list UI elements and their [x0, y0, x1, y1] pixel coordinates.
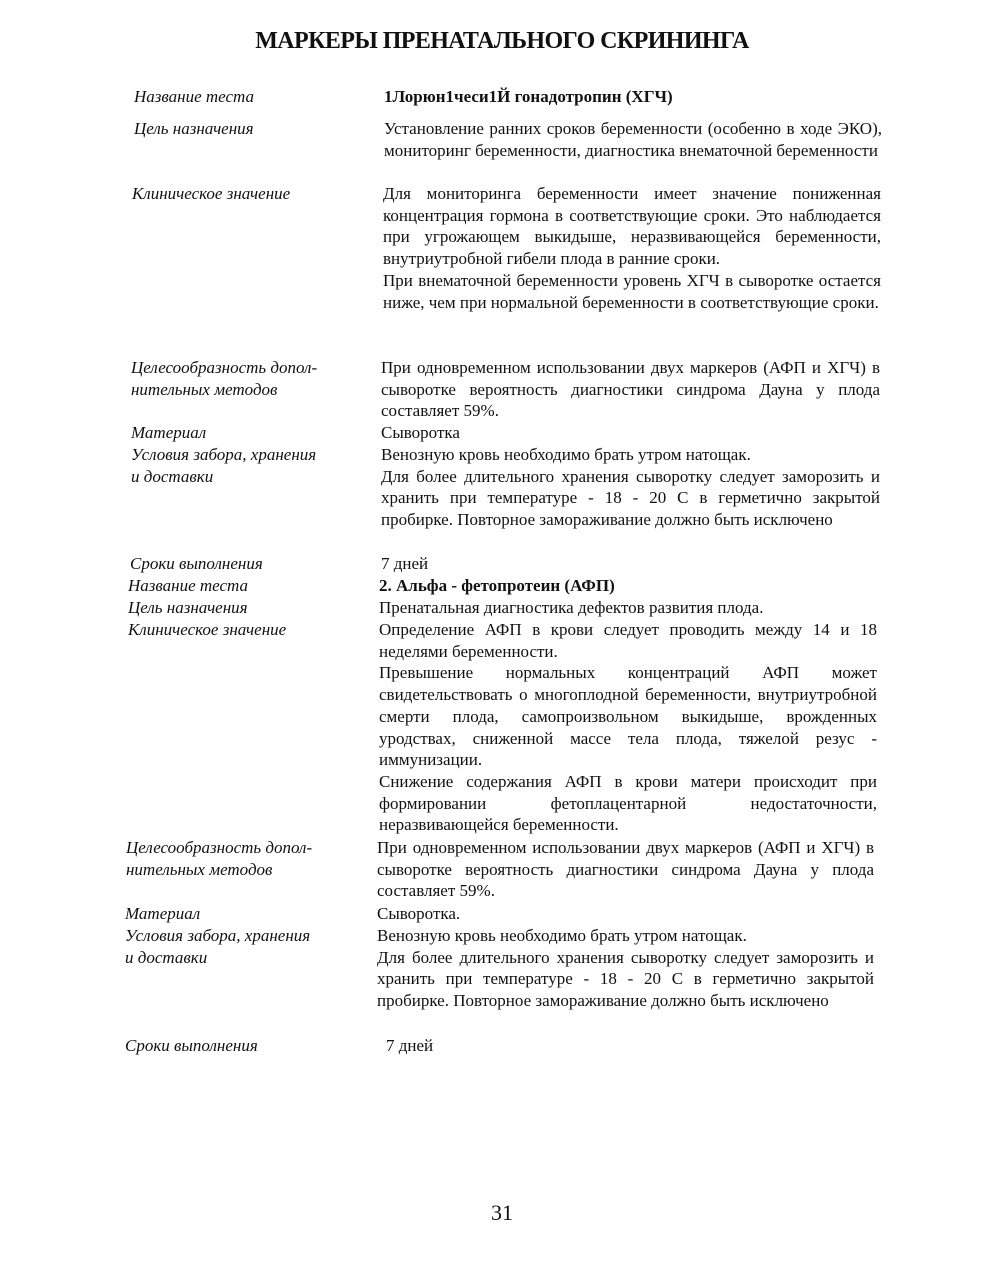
terms-label: Сроки выполнения — [130, 554, 263, 573]
clinical-paragraph: Превышение нормальных концентраций АФП может свидетельствовать о многоплодной беременности, внутриутробной смерти плода, самопроизвольном выкидыше, врожденных уродствах, сниженной массе тела плода, тяжелой резус - иммунизации. — [379, 663, 877, 770]
conditions-value — [377, 925, 874, 1012]
clinical-paragraph: Для мониторинга беременности имеет значение пониженная концентрация гормона в соответствующие сроки. Это наблюдается при угрожающем выкидыше, неразвивающейся беременности, внутриутробной гибели плода в ранние сроки. — [383, 184, 881, 269]
conditions-paragraph: Венозную кровь необходимо брать утром натощак. — [377, 926, 747, 945]
page-number: 31 — [491, 1200, 513, 1225]
additional-value: При одновременном использовании двух маркеров (АФП и ХГЧ) в сыворотке вероятность диагностики синдрома Дауна у плода составляет 59%. — [377, 838, 874, 901]
clinical-label: Клиническое значение — [132, 184, 291, 203]
conditions-label-line2: и доставки — [125, 948, 208, 967]
conditions-label-line1: Условия забора, хранения — [131, 445, 317, 464]
clinical-paragraph: Снижение содержания АФП в крови матери происходит при формировании фетоплацентарной недостаточности, неразвивающейся беременности. — [379, 771, 877, 835]
test-name-label: Название теста — [128, 576, 249, 595]
additional-label-line1: Целесообразность допол- — [126, 838, 313, 857]
clinical-paragraph: При внематочной беременности уровень ХГЧ в сыворотке остается ниже, чем при нормальной беременности в соответствующие сроки. — [383, 270, 881, 312]
conditions-label-line1: Условия забора, хранения — [125, 926, 311, 945]
material-value: Сыворотка. — [377, 904, 461, 923]
conditions-paragraph: Для более длительного хранения сыворотку следует заморозить и хранить при температуре - 18 - 20 С в герметично закрытой пробирке. Повторное замораживание должно быть исключено — [381, 466, 880, 530]
purpose-value: Установление ранних сроков беременности (особенно в ходе ЭКО), мониторинг беременности, диагностика внематочной беременности — [384, 119, 882, 160]
conditions-label-line2: и доставки — [131, 467, 214, 486]
conditions-paragraph: Для более длительного хранения сыворотку следует заморозить и хранить при температуре - 18 - 20 С в герметично закрытой пробирке. Повторное замораживание должно быть исключено — [377, 947, 874, 1011]
clinical-value — [383, 183, 881, 313]
material-value: Сыворотка — [381, 423, 460, 442]
terms-value: 7 дней — [381, 554, 429, 573]
clinical-paragraph: Определение АФП в крови следует проводить между 14 и 18 неделями беременности. — [379, 620, 877, 661]
purpose-value: Пренатальная диагностика дефектов развития плода. — [379, 598, 764, 617]
test-name: 1Лорюн1чеси1Й гонадотропин (ХГЧ) — [384, 87, 673, 106]
terms-label: Сроки выполнения — [125, 1036, 258, 1055]
purpose-label: Цель назначения — [134, 119, 254, 138]
conditions-value — [381, 444, 880, 531]
purpose-label: Цель назначения — [128, 598, 248, 617]
material-label: Материал — [125, 904, 201, 923]
test-name-label: Название теста — [134, 87, 255, 106]
additional-label-line1: Целесообразность допол- — [131, 358, 318, 377]
clinical-value — [379, 619, 877, 836]
material-label: Материал — [131, 423, 207, 442]
conditions-paragraph: Венозную кровь необходимо брать утром натощак. — [381, 445, 751, 464]
test-name: 2. Альфа - фетопротеин (АФП) — [379, 576, 615, 595]
terms-value: 7 дней — [386, 1036, 434, 1055]
page-title: МАРКЕРЫ ПРЕНАТАЛЬНОГО СКРИНИНГА — [255, 28, 749, 54]
additional-label-line2: нительных методов — [126, 860, 273, 879]
additional-value: При одновременном использовании двух маркеров (АФП и ХГЧ) в сыворотке вероятность диагностики синдрома Дауна у плода составляет 59%. — [381, 358, 880, 421]
clinical-label: Клиническое значение — [128, 620, 287, 639]
additional-label-line2: нительных методов — [131, 380, 278, 399]
